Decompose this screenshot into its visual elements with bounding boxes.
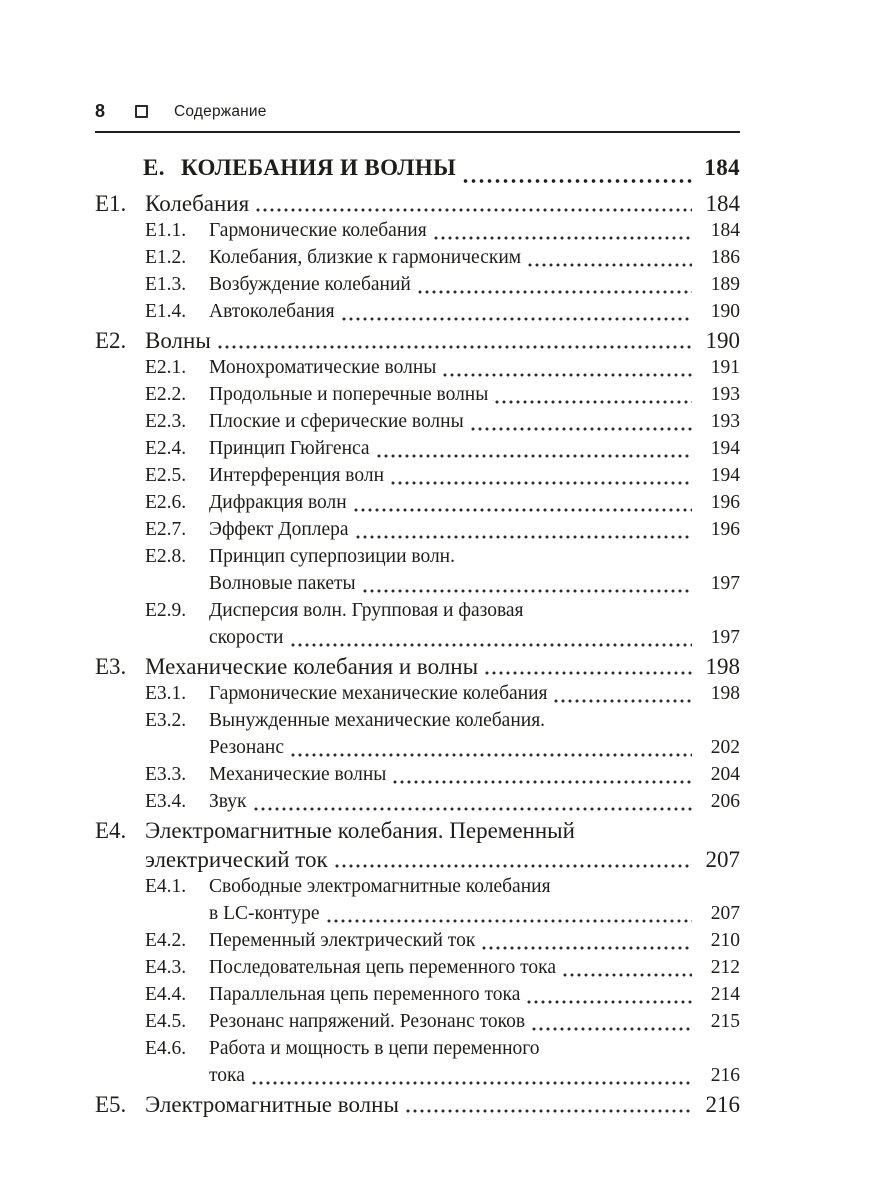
toc-entry-title: Электромагнитные колебания. Переменный: [145, 818, 575, 843]
toc-entry-title: Колебания, близкие к гармоническим: [209, 247, 522, 268]
toc-entry: [95, 519, 740, 546]
toc-entry: [95, 1011, 740, 1038]
toc-entry: [95, 1092, 740, 1121]
header-title: Содержание: [174, 102, 267, 120]
toc-entry-page: 184: [705, 191, 740, 216]
toc-entry-number: Е4.5.: [145, 1011, 187, 1032]
toc-entry-page: 198: [710, 683, 740, 704]
header-rule: [95, 131, 740, 133]
toc-entry-number: Е4.4.: [145, 984, 187, 1005]
leader-dots: [531, 1025, 692, 1033]
toc-entry-number: Е2.3.: [145, 411, 187, 432]
toc-entry-number: Е3.4.: [145, 791, 187, 812]
toc-entry-page: 214: [710, 984, 740, 1005]
toc-entry-page: 191: [710, 357, 740, 378]
toc-entry-number: Е4.2.: [145, 930, 187, 951]
toc-entry: [95, 710, 740, 737]
toc-entry-page: 198: [705, 654, 740, 679]
toc-entry-page: 202: [710, 737, 740, 758]
leader-dots: [417, 288, 692, 296]
toc-entry-title: Электромагнитные волны: [145, 1092, 399, 1117]
toc-entry-title: Возбуждение колебаний: [209, 274, 411, 295]
toc-entry: [95, 465, 740, 492]
toc-entry: [95, 411, 740, 438]
toc-entry: [95, 328, 740, 357]
toc-entry-page: 215: [710, 1011, 740, 1032]
toc-entry-title: Монохроматические волны: [209, 357, 437, 378]
toc-entry-number: Е1.4.: [145, 301, 187, 322]
toc-entry-page: 212: [710, 957, 740, 978]
toc-entry-title: Механические волны: [209, 764, 387, 785]
toc-entry: [95, 600, 740, 627]
toc-entry-title: Резонанс: [209, 737, 285, 758]
toc-entry-page: 193: [710, 384, 740, 405]
toc-entry-title: Механические колебания и волны: [145, 654, 479, 679]
leader-dots: [253, 805, 692, 813]
leader-dots: [290, 751, 692, 759]
toc-entry-page: 194: [710, 465, 740, 486]
toc-entry: [95, 654, 740, 683]
toc-entry: [95, 573, 740, 600]
toc-entry: [95, 357, 740, 384]
toc-entry-number: Е2.: [95, 328, 127, 353]
toc-entry: [95, 903, 740, 930]
leader-dots: [470, 425, 692, 433]
toc-entry-page: 216: [710, 1065, 740, 1086]
toc-entry-page: 204: [710, 764, 740, 785]
toc-entry: [95, 930, 740, 957]
toc-entry-title: Звук: [209, 791, 247, 812]
toc-entry: [95, 1065, 740, 1092]
toc-entry: [95, 247, 740, 274]
toc-entry-title: Последовательная цепь переменного тока: [209, 957, 557, 978]
toc-entry: [95, 627, 740, 654]
leader-dots: [484, 669, 692, 677]
toc-entry-number: Е2.6.: [145, 492, 187, 513]
toc-entry-page: 196: [710, 492, 740, 513]
leader-dots: [562, 971, 692, 979]
toc-entry-number: Е4.3.: [145, 957, 187, 978]
leader-dots: [251, 1079, 692, 1087]
toc-entry-title: электрический ток: [145, 847, 328, 872]
toc-entry: [95, 546, 740, 573]
toc-entry-number: Е1.1.: [145, 220, 187, 241]
leader-dots: [334, 862, 692, 870]
toc-entry-number: Е2.4.: [145, 438, 187, 459]
leader-dots: [255, 206, 692, 214]
toc-entry: [95, 1038, 740, 1065]
toc-entry-number: Е4.6.: [145, 1038, 187, 1059]
toc-entry-number: Е2.9.: [145, 600, 187, 621]
toc-entry: [95, 438, 740, 465]
toc-entry-page: 194: [710, 438, 740, 459]
toc-entry-title: Колебания: [145, 191, 250, 216]
toc-entry-title: Волны: [145, 328, 211, 353]
toc-entry-page: 216: [705, 1092, 740, 1117]
leader-dots: [392, 778, 692, 786]
toc-entry: [95, 492, 740, 519]
toc-entry-number: Е4.: [95, 818, 127, 843]
toc-entry-title: Интерференция волн: [209, 465, 385, 486]
leader-dots: [390, 479, 692, 487]
leader-dots: [353, 506, 692, 514]
toc-entry-number: Е1.2.: [145, 247, 187, 268]
toc-entry-title: Резонанс напряжений. Резонанс токов: [209, 1011, 526, 1032]
toc-entry-page: 184: [710, 220, 740, 241]
toc-entry: [95, 984, 740, 1011]
toc-entry-title: Вынужденные механические колебания.: [209, 710, 546, 731]
toc-entry-page: 186: [710, 247, 740, 268]
leader-dots: [494, 398, 692, 406]
toc-entry-number: Е.: [143, 155, 165, 180]
leader-dots: [355, 533, 692, 541]
leader-dots: [362, 587, 692, 595]
toc-entry-page: 189: [710, 274, 740, 295]
toc-entry: [95, 274, 740, 301]
header-page-number: 8: [95, 101, 106, 121]
toc-entry-number: Е4.1.: [145, 876, 187, 897]
toc-list: [95, 155, 740, 1121]
leader-dots: [290, 641, 693, 649]
toc-entry-page: 210: [710, 930, 740, 951]
toc-entry: [95, 683, 740, 710]
square-bullet-icon: [135, 105, 148, 118]
toc-entry: [95, 737, 740, 764]
toc-entry: [95, 220, 740, 247]
toc-entry-title: тока: [209, 1065, 245, 1086]
toc-entry: [95, 155, 740, 191]
toc-entry-page: 190: [710, 301, 740, 322]
toc-entry-number: Е1.: [95, 191, 127, 216]
toc-entry-title: Дисперсия волн. Групповая и фазовая: [209, 600, 524, 621]
leader-dots: [217, 343, 692, 351]
toc-entry-page: 206: [710, 791, 740, 812]
toc-entry: [95, 301, 740, 328]
toc-entry-number: Е3.: [95, 654, 127, 679]
leader-dots: [341, 315, 692, 323]
toc-entry-number: Е2.5.: [145, 465, 187, 486]
toc-entry-title: Работа и мощность в цепи переменного: [209, 1038, 540, 1059]
toc-entry-number: Е2.7.: [145, 519, 187, 540]
leader-dots: [405, 1107, 692, 1115]
toc-entry-title: КОЛЕБАНИЯ И ВОЛНЫ: [181, 155, 457, 180]
toc-entry-number: Е2.1.: [145, 357, 187, 378]
toc-entry-number: Е5.: [95, 1092, 127, 1117]
toc-entry: [95, 818, 740, 847]
leader-dots: [462, 177, 692, 185]
toc-entry: [95, 384, 740, 411]
toc-entry: [95, 957, 740, 984]
toc-entry-number: Е3.1.: [145, 683, 187, 704]
toc-entry-title: Принцип суперпозиции волн.: [209, 546, 455, 567]
leader-dots: [527, 261, 692, 269]
leader-dots: [553, 697, 692, 705]
page-header: [95, 101, 740, 122]
toc-entry-page: 197: [710, 627, 740, 648]
toc-entry-page: 197: [710, 573, 740, 594]
toc-entry-title: Эффект Доплера: [209, 519, 349, 540]
toc-entry-title: Гармонические механические колебания: [209, 683, 548, 704]
toc-entry: [95, 764, 740, 791]
leader-dots: [326, 917, 692, 925]
toc-entry-number: Е3.3.: [145, 764, 187, 785]
toc-entry-page: 190: [705, 328, 740, 353]
toc-entry-title: Переменный электрический ток: [209, 930, 476, 951]
leader-dots: [481, 944, 692, 952]
toc-entry-number: Е2.2.: [145, 384, 187, 405]
toc-entry-title: Принцип Гюйгенса: [209, 438, 370, 459]
toc-entry-title: Продольные и поперечные волны: [209, 384, 489, 405]
toc-entry-title: Дифракция волн: [209, 492, 347, 513]
toc-entry-title: Автоколебания: [209, 301, 335, 322]
toc-entry-number: Е2.8.: [145, 546, 187, 567]
leader-dots: [526, 998, 692, 1006]
toc-entry-title: Гармонические колебания: [209, 220, 427, 241]
toc-entry-title: Параллельная цепь переменного тока: [209, 984, 521, 1005]
toc-entry-title: Свободные электромагнитные колебания: [209, 876, 551, 897]
toc-entry-title: Волновые пакеты: [209, 573, 356, 594]
leader-dots: [376, 452, 692, 460]
toc-entry-page: 207: [705, 847, 740, 872]
toc-entry-number: Е3.2.: [145, 710, 187, 731]
toc-entry: [95, 791, 740, 818]
toc-entry-page: 193: [710, 411, 740, 432]
toc-entry-title: Плоские и сферические волны: [209, 411, 464, 432]
leader-dots: [442, 371, 692, 379]
toc-entry-title: в LC-контуре: [209, 903, 320, 924]
toc-entry: [95, 847, 740, 876]
toc-entry: [95, 191, 740, 220]
toc-entry-page: 207: [710, 903, 740, 924]
toc-entry-page: 184: [704, 155, 740, 180]
toc-entry-title: скорости: [209, 627, 284, 648]
toc-entry-page: 196: [710, 519, 740, 540]
toc-entry: [95, 876, 740, 903]
toc-entry-number: Е1.3.: [145, 274, 187, 295]
leader-dots: [433, 234, 692, 242]
